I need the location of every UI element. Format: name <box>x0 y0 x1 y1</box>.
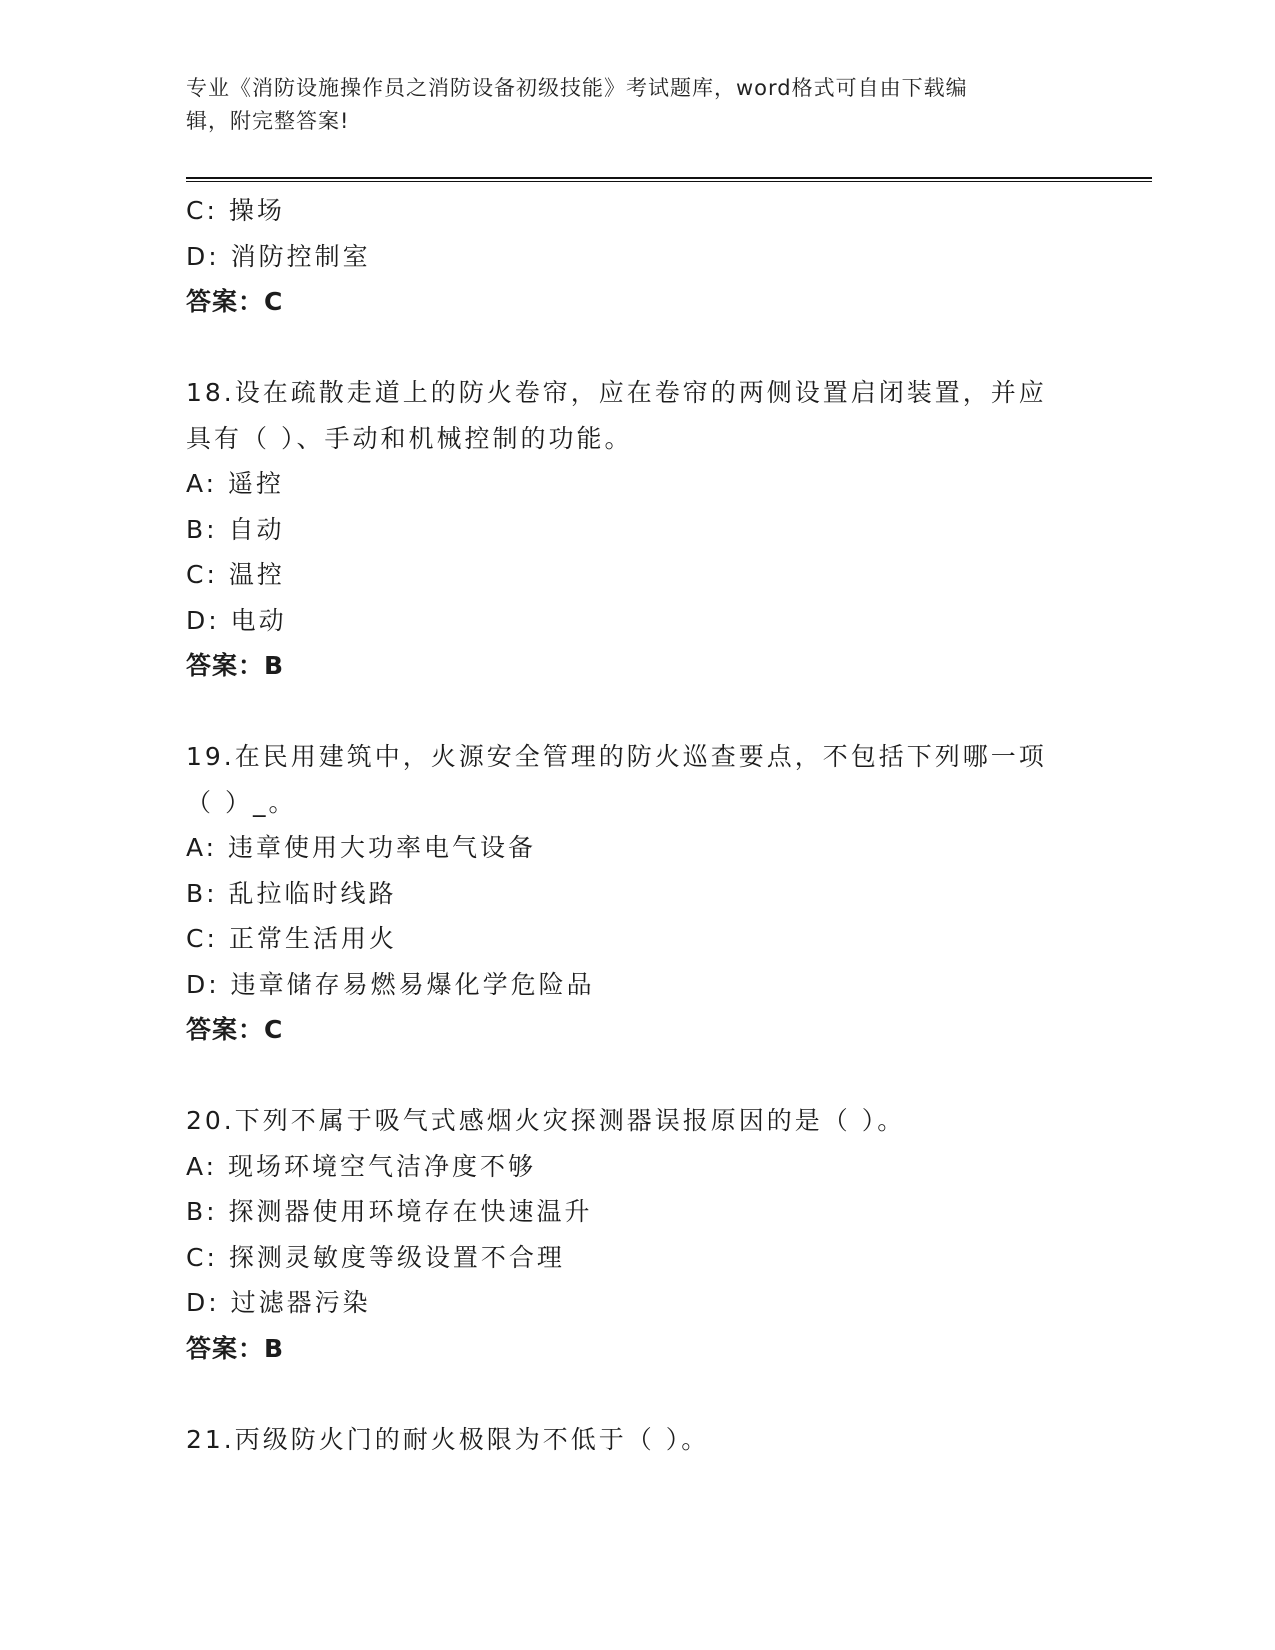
question-spacer <box>186 325 1086 371</box>
option-c: C: 探测灵敏度等级设置不合理 <box>186 1242 565 1272</box>
question-stem: 18.设在疏散走道上的防火卷帘，应在卷帘的两侧设置启闭装置，并应 <box>186 378 1047 407</box>
option-b: B: 探测器使用环境存在快速温升 <box>186 1197 593 1226</box>
option-a: A: 违章使用大功率电气设备 <box>186 833 537 862</box>
document-header <box>186 72 1066 138</box>
question-stem: 21.丙级防火门的耐火极限为不低于（ ）。 <box>186 1424 710 1454</box>
question-list <box>186 188 1086 1462</box>
option-a: A: 遥控 <box>186 469 285 498</box>
question-stem: 20.下列不属于吸气式感烟火灾探测器误报原因的是（ ）。 <box>186 1106 906 1135</box>
header-divider-thick <box>186 177 1152 179</box>
option-b: B: 自动 <box>186 514 285 544</box>
question-spacer <box>186 689 1086 735</box>
answer-label: 答案：B <box>186 651 285 680</box>
option-c: C: 操场 <box>186 196 285 225</box>
question-stem: （ ）_。 <box>186 787 297 817</box>
answer-label: 答案：C <box>186 1015 284 1044</box>
question-spacer <box>186 1371 1086 1417</box>
option-d: D: 违章储存易燃易爆化学危险品 <box>186 969 595 999</box>
option-d: D: 过滤器污染 <box>186 1288 371 1317</box>
header-divider-thin <box>186 181 1152 182</box>
option-c: C: 正常生活用火 <box>186 924 397 953</box>
option-d: D: 电动 <box>186 605 287 635</box>
option-c: C: 温控 <box>186 560 285 589</box>
option-a: A: 现场环境空气洁净度不够 <box>186 1151 537 1181</box>
answer-label: 答案：C <box>186 287 284 316</box>
option-d: D: 消防控制室 <box>186 241 371 271</box>
question-spacer <box>186 1053 1086 1099</box>
question-stem: 19.在民用建筑中，火源安全管理的防火巡查要点，不包括下列哪一项 <box>186 742 1047 771</box>
question-stem: 具有（ ）、手动和机械控制的功能。 <box>186 423 633 453</box>
header-line-2: 辑，附完整答案! <box>186 109 350 133</box>
answer-label: 答案：B <box>186 1333 285 1363</box>
option-b: B: 乱拉临时线路 <box>186 878 397 908</box>
header-line-1: 专业《消防设施操作员之消防设备初级技能》考试题库，word格式可自由下载编 <box>186 76 968 100</box>
